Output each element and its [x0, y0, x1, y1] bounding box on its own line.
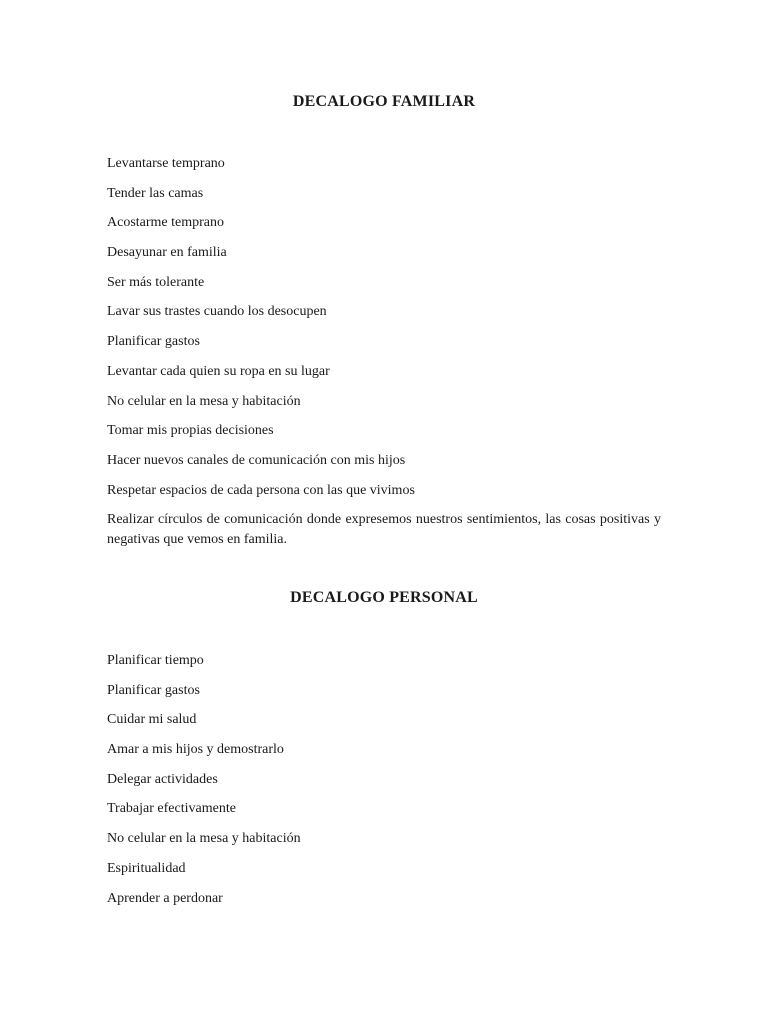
- familiar-list: [107, 154, 661, 561]
- section-title-personal: DECALOGO PERSONAL: [290, 589, 478, 606]
- list-item: Ser más tolerante: [107, 274, 205, 290]
- list-item: Delegar actividades: [107, 771, 218, 787]
- personal-list: [107, 651, 661, 918]
- section-title-familiar: DECALOGO FAMILIAR: [292, 93, 476, 110]
- list-item: Hacer nuevos canales de comunicación con mis hijos: [107, 452, 406, 468]
- list-item: Desayunar en familia: [107, 245, 227, 261]
- list-item: No celular en la mesa y habitación: [107, 831, 301, 847]
- list-item: Realizar círculos de comunicación donde expresemos nuestros sentimientos, las cosas positivas y negativas que vemos en familia.: [107, 512, 661, 548]
- list-item: Tender las camas: [107, 185, 204, 201]
- list-item: Trabajar efectivamente: [107, 801, 236, 817]
- list-item: Amar a mis hijos y demostrarlo: [107, 742, 284, 758]
- list-item: Respetar espacios de cada persona con las que vivimos: [107, 482, 415, 498]
- list-item: Levantar cada quien su ropa en su lugar: [107, 363, 330, 379]
- list-item: Aprender a perdonar: [107, 890, 223, 906]
- list-item: Acostarme temprano: [107, 215, 225, 231]
- list-item: No celular en la mesa y habitación: [107, 393, 301, 409]
- list-item: Cuidar mi salud: [107, 712, 197, 728]
- list-item: Espiritualidad: [107, 860, 186, 876]
- list-item: Planificar gastos: [107, 682, 200, 698]
- list-item: Tomar mis propias decisiones: [107, 423, 274, 439]
- list-item: Levantarse temprano: [107, 156, 225, 171]
- list-item: Planificar tiempo: [107, 653, 204, 668]
- list-item: Planificar gastos: [107, 334, 200, 350]
- list-item: Lavar sus trastes cuando los desocupen: [107, 304, 327, 320]
